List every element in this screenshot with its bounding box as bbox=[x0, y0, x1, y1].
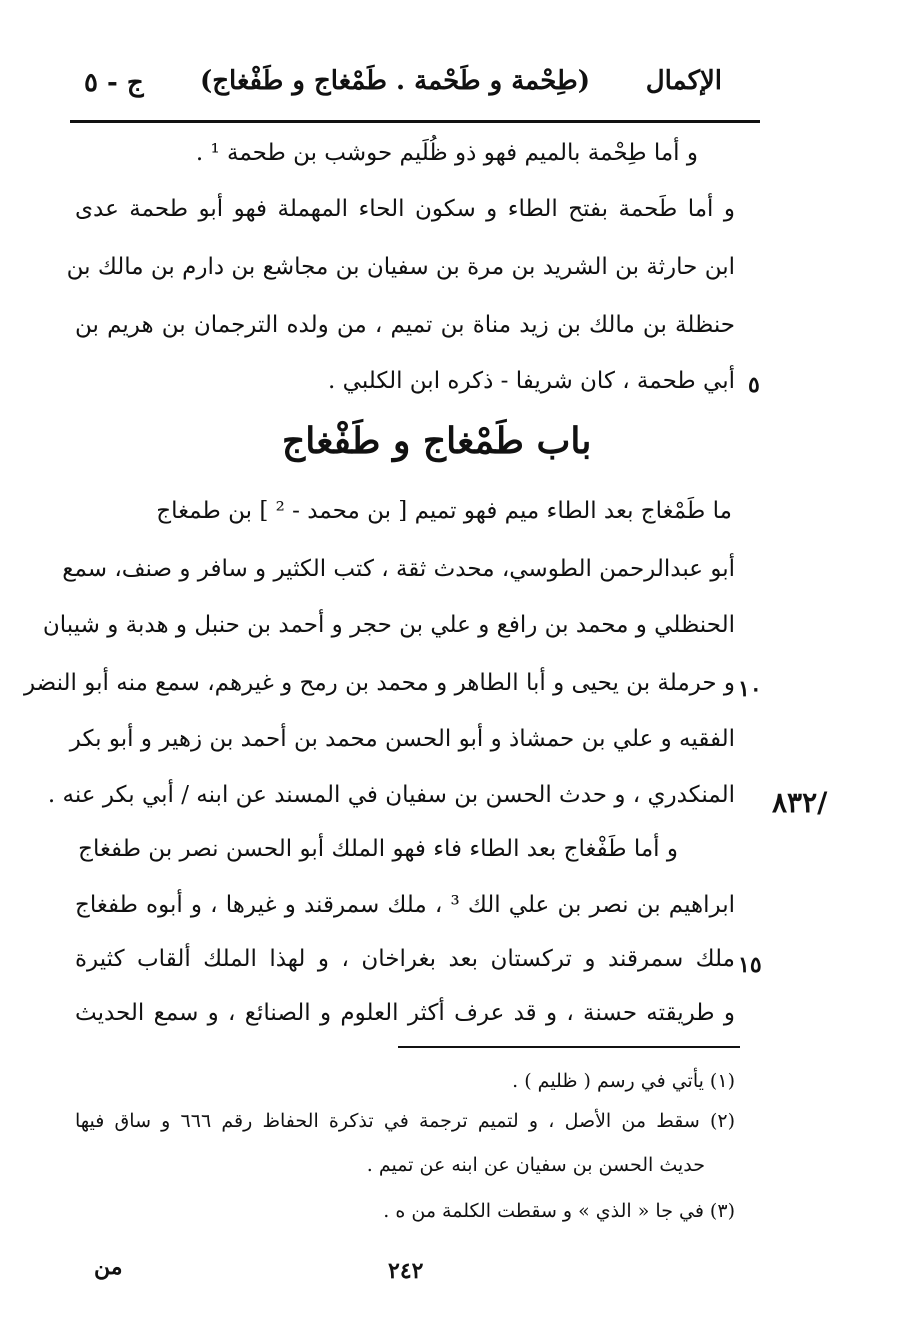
line-number-5: ٥ bbox=[748, 372, 760, 398]
body-line-9: و حرملة بن يحيى و أبا الطاهر و محمد بن رمح و غيرهم، سمع منه أبو النضر bbox=[23, 670, 735, 696]
chapter-heading: باب طَمْغاج و طَفْغاج bbox=[282, 420, 592, 462]
body-line-10: الفقيه و علي بن حمشاذ و أبو الحسن محمد بن أحمد بن زهير و أبو بكر bbox=[69, 726, 735, 752]
book-title: الإكمال bbox=[645, 66, 722, 96]
footnote-3: (٣) في جا « الذي » و سقطت الكلمة من ه . bbox=[383, 1200, 735, 1222]
footnote-1: (١) يأتي في رسم ( ظليم ) . bbox=[512, 1070, 735, 1092]
footnote-rule bbox=[398, 1046, 740, 1048]
margin-page-reference: ٨٣٢/ bbox=[772, 786, 828, 819]
body-line-3: ابن حارثة بن الشريد بن مرة بن سفيان بن مجاشع بن دارم بن مالك بن bbox=[66, 254, 735, 280]
body-line-14: ملك سمرقند و تركستان بعد بغراخان ، و لهذا الملك ألقاب كثيرة bbox=[75, 946, 735, 972]
page-number: ٢٤٢ bbox=[388, 1258, 424, 1284]
body-line-6: ما طَمْغاج بعد الطاء ميم فهو تميم [ بن محمد - ² ] بن طمغاج bbox=[156, 498, 732, 524]
body-line-4: حنظلة بن مالك بن زيد مناة بن تميم ، من ولده الترجمان بن هريم بن bbox=[75, 312, 735, 338]
footnote-2: (٢) سقط من الأصل ، و لتميم ترجمة في تذكرة الحفاظ رقم ٦٦٦ و ساق فيها bbox=[75, 1110, 736, 1132]
body-line-2: و أما طَحمة بفتح الطاء و سكون الحاء المهملة فهو أبو طحمة عدى bbox=[75, 196, 735, 222]
body-line-8: الحنظلي و محمد بن رافع و علي بن حجر و أحمد بن حنبل و هدبة و شيبان bbox=[42, 612, 735, 638]
volume-label: ج - ٥ bbox=[84, 68, 144, 98]
body-line-1: و أما طِحْمة بالميم فهو ذو ظُلَيم حوشب بن طحمة ¹ . bbox=[195, 140, 698, 166]
line-number-15: ١٥ bbox=[738, 952, 762, 978]
catchword: من bbox=[94, 1254, 123, 1280]
line-number-10: ١٠ bbox=[738, 676, 762, 702]
body-line-5: أبي طحمة ، كان شريفا - ذكره ابن الكلبي . bbox=[328, 368, 735, 394]
header-rule bbox=[70, 120, 760, 123]
body-line-13: ابراهيم بن نصر بن علي الك ³ ، ملك سمرقند و غيرها ، و أبوه طفغاج bbox=[75, 892, 736, 918]
body-line-12: و أما طَفْغاج بعد الطاء فاء فهو الملك أبو الحسن نصر بن طفغاج bbox=[78, 836, 678, 862]
body-line-15: و طريقته حسنة ، و قد عرف أكثر العلوم و الصنائع ، و سمع الحديث bbox=[75, 1000, 735, 1026]
body-line-11: المنكدري ، و حدث الحسن بن سفيان في المسند عن ابنه / أبي بكر عنه . bbox=[47, 782, 735, 808]
footnote-2-continued: حديث الحسن بن سفيان عن ابنه عن تميم . bbox=[366, 1154, 705, 1176]
section-title: (طِحْمة و طَحْمة . طَمْغاج و طَفْغاج) bbox=[199, 66, 590, 96]
body-line-7: أبو عبدالرحمن الطوسي، محدث ثقة ، كتب الكثير و سافر و صنف، سمع bbox=[62, 556, 735, 582]
